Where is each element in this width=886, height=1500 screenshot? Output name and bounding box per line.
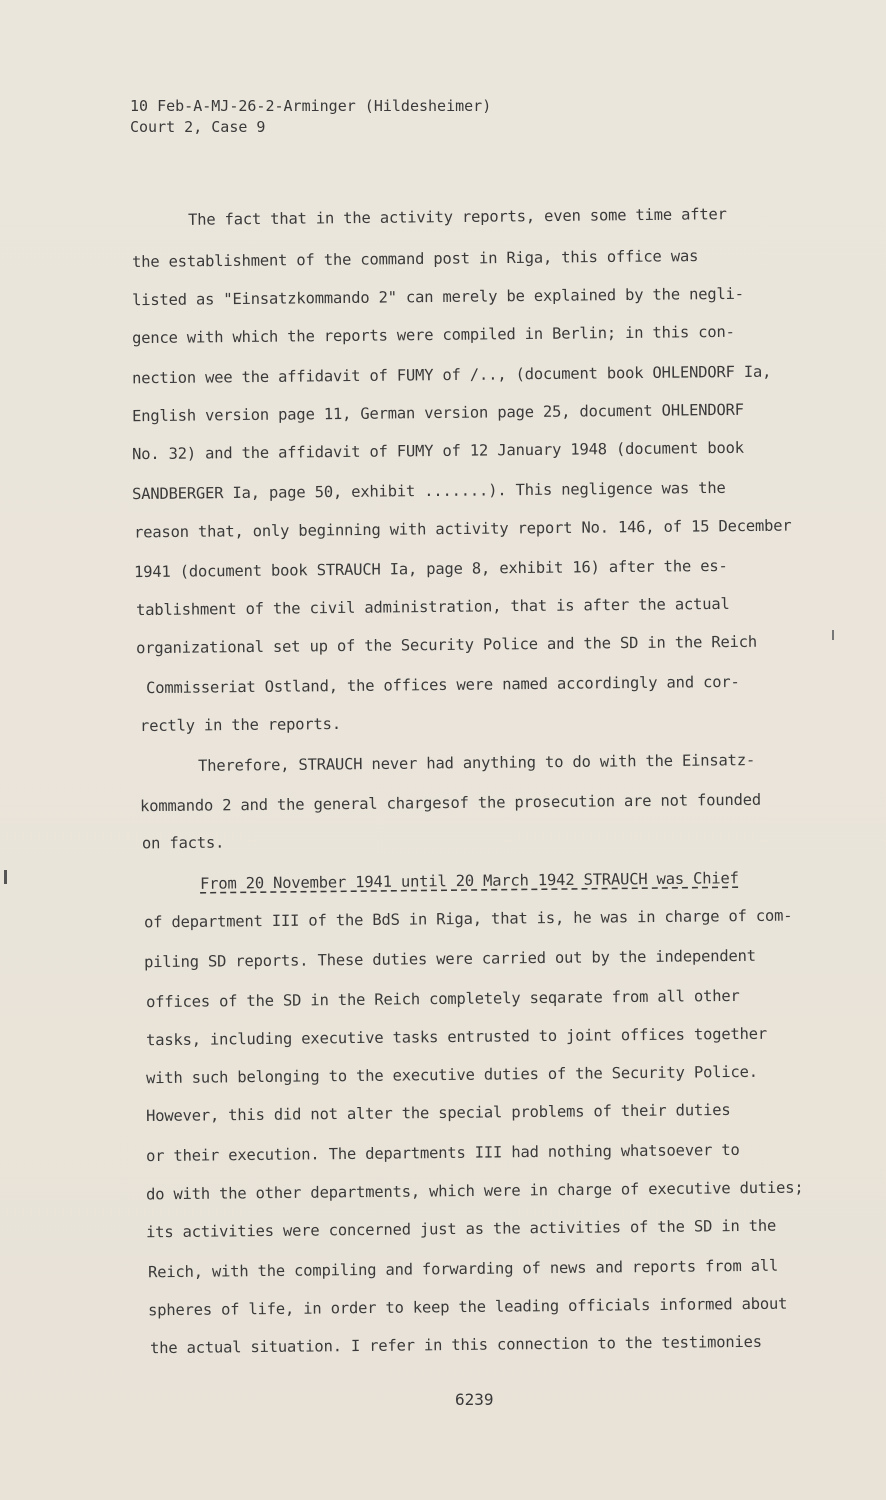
text-line: English version page 11, German version page 25, document OHLENDORF	[131, 400, 744, 426]
text-line: do with the other departments, which were in charge of executive duties;	[145, 1178, 804, 1204]
text-line: or their execution. The departments III had nothing whatsoever to	[145, 1140, 740, 1166]
header-reference: 10 Feb-A-MJ-26-2-Arminger (Hildesheimer)	[130, 97, 492, 115]
text-line: However, this did not alter the special problems of their duties	[145, 1100, 731, 1126]
text-line: with such belonging to the executive duties of the Security Police.	[145, 1062, 758, 1088]
text-line: 1941 (document book STRAUCH Ia, page 8, exhibit 16) after the es-	[133, 556, 728, 582]
text-line: tasks, including executive tasks entrusted to joint offices together	[145, 1024, 768, 1050]
text-line: rectly in the reports.	[139, 714, 341, 736]
text-line: Commisseriat Ostland, the offices were named accordingly and cor-	[145, 672, 740, 698]
text-line: organizational set up of the Security Police and the SD in the Reich	[135, 632, 758, 658]
text-line: tablishment of the civil administration, that is after the actual	[135, 594, 730, 620]
text-line: SANDBERGER Ia, page 50, exhibit .......). This negligence was the	[131, 478, 726, 504]
text-line: reason that, only beginning with activity report No. 146, of 15 December	[133, 516, 792, 542]
scan-mark	[4, 870, 7, 884]
text-line: the actual situation. I refer in this connection to the testimonies	[149, 1332, 762, 1358]
text-line: Therefore, STRAUCH never had anything to do with the Einsatz-	[197, 751, 756, 775]
text-line: listed as "Einsatzkommando 2" can merely be explained by the negli-	[131, 284, 744, 310]
text-line: kommando 2 and the general chargesof the prosecution are not founded	[139, 790, 762, 816]
text-line: offices of the SD in the Reich completely seqarate from all other	[145, 986, 740, 1012]
text-line: on facts.	[141, 833, 225, 853]
text-line: spheres of life, in order to keep the leading officials informed about	[147, 1294, 788, 1320]
text-line: The fact that in the activity reports, even some time after	[187, 205, 727, 229]
text-line: From 20 November 1941 until 20 March 1942 STRAUCH was Chief	[199, 869, 739, 893]
text-line: nection wee the affidavit of FUMY of /.., (document book OHLENDORF Ia,	[131, 362, 772, 388]
text-line: the establishment of the command post in Riga, this office was	[131, 247, 699, 271]
page-number: 6239	[455, 1390, 494, 1409]
text-line: Reich, with the compiling and forwarding of news and reports from all	[147, 1256, 779, 1282]
scan-mark	[832, 630, 834, 640]
text-line: No. 32) and the affidavit of FUMY of 12 January 1948 (document book	[131, 438, 744, 464]
text-line: of department III of the BdS in Riga, that is, he was in charge of com-	[143, 906, 793, 932]
text-line: piling SD reports. These duties were carried out by the independent	[143, 946, 756, 972]
text-line: its activities were concerned just as the activities of the SD in the	[145, 1216, 777, 1242]
text-line: gence with which the reports were compiled in Berlin; in this con-	[131, 322, 735, 348]
header-court-case: Court 2, Case 9	[130, 118, 266, 136]
